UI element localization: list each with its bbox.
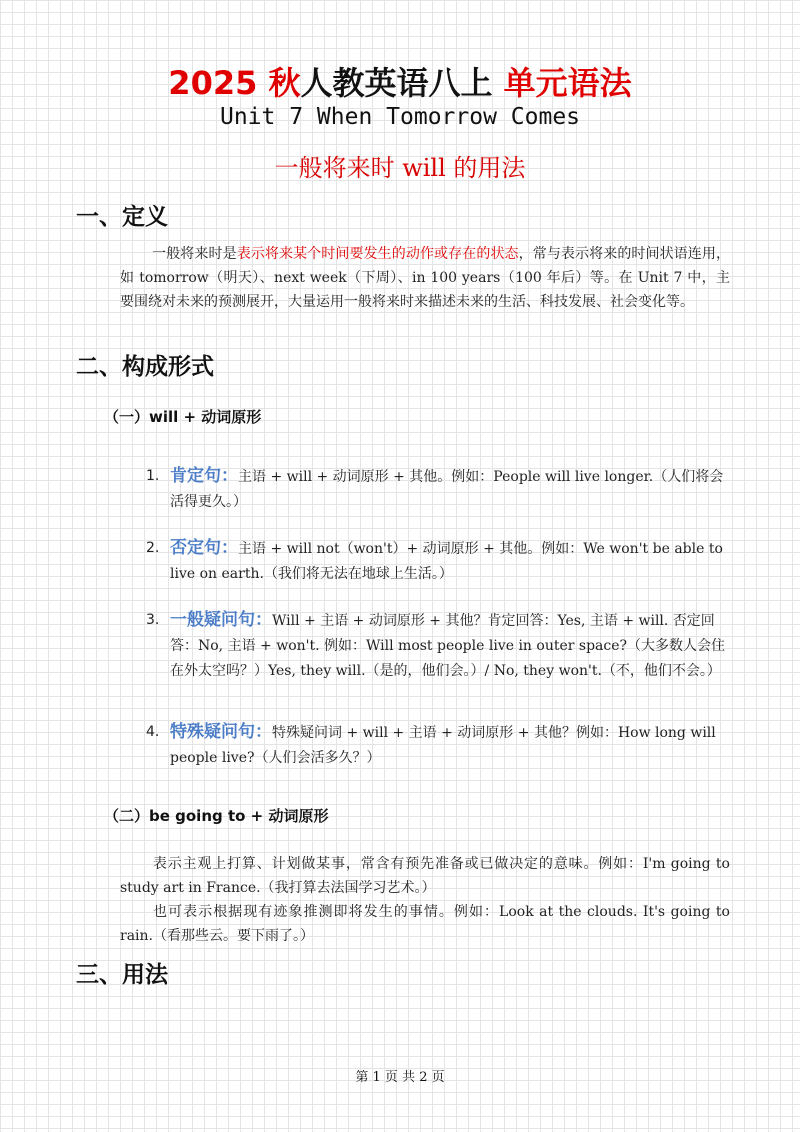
subsection-will: （一）will + 动词原形 — [104, 408, 262, 426]
item-text: 特殊疑问词 + will + 主语 + 动词原形 + 其他？例如：How long will people live?（人们会活多久？） — [170, 725, 716, 766]
topic-title: 一般将来时 will 的用法 — [274, 154, 526, 182]
item-label: 肯定句： — [170, 466, 238, 486]
section-heading-definition: 一、定义 — [76, 203, 168, 230]
definition-text-rest: ，常与表示将来的时间状语连用，如 tomorrow（明天）、next week（下周）、in 100 years（100 年后）等。在 Unit 7 中，主要围绕对未来的预测展开，大量运用一般将来时来描述未来的生活、科技发展、社会变化等。 — [120, 246, 731, 310]
item-number: 1. — [146, 468, 160, 484]
item-text: Will + 主语 + 动词原形 + 其他？肯定回答：Yes, 主语 + will. 否定回答：No, 主语 + won't. 例如：Will most people live in outer space?（大多数人会住在外太空吗？）Yes, they will.（是的，他们会。）/ No, they won't.（不，他们不会。） — [170, 613, 726, 679]
section-heading-usage: 三、用法 — [76, 961, 168, 988]
definition-text-start: 一般将来时是 — [152, 246, 237, 262]
list-item — [146, 720, 730, 771]
definition-highlight: 表示将来某个时间要发生的动作或存在的状态 — [236, 246, 519, 262]
be-going-to-text-1: 表示主观上打算、计划做某事，常含有预先准备或已做决定的意味。例如：I'm going to study art in France.（我打算去法国学习艺术。） — [120, 856, 730, 896]
subsection-be-going-to: （二）be going to + 动词原形 — [104, 807, 329, 825]
unit-subtitle: Unit 7 When Tomorrow Comes — [219, 104, 581, 130]
be-going-to-text-2: 也可表示根据现有迹象推测即将发生的事情。例如：Look at the clouds. It's going to rain.（看那些云。要下雨了。） — [120, 904, 730, 944]
page-title — [0, 58, 800, 104]
item-label: 特殊疑问句： — [170, 722, 272, 742]
item-label: 一般疑问句： — [170, 610, 272, 630]
be-going-to-paragraph-1 — [120, 852, 730, 900]
item-label: 否定句： — [170, 538, 238, 558]
title-grammar: 单元语法 — [503, 64, 632, 102]
list-item — [146, 608, 730, 684]
list-item — [146, 464, 730, 515]
item-number: 3. — [146, 612, 160, 628]
definition-paragraph — [120, 242, 730, 314]
list-item — [146, 536, 730, 587]
title-textbook: 人教英语八上 — [300, 64, 493, 102]
be-going-to-paragraph-2 — [120, 900, 730, 948]
item-text: 主语 + will + 动词原形 + 其他。例如：People will live longer.（人们将会活得更久。） — [170, 469, 724, 510]
page-number: 第 1 页 共 2 页 — [355, 1070, 445, 1085]
item-number: 4. — [146, 724, 160, 740]
title-year: 2025 秋 — [168, 64, 301, 102]
item-text: 主语 + will not（won't）+ 动词原形 + 其他。例如：We won't be able to live on earth.（我们将无法在地球上生活。） — [170, 541, 723, 582]
item-number: 2. — [146, 540, 160, 556]
section-heading-structure: 二、构成形式 — [76, 353, 214, 380]
